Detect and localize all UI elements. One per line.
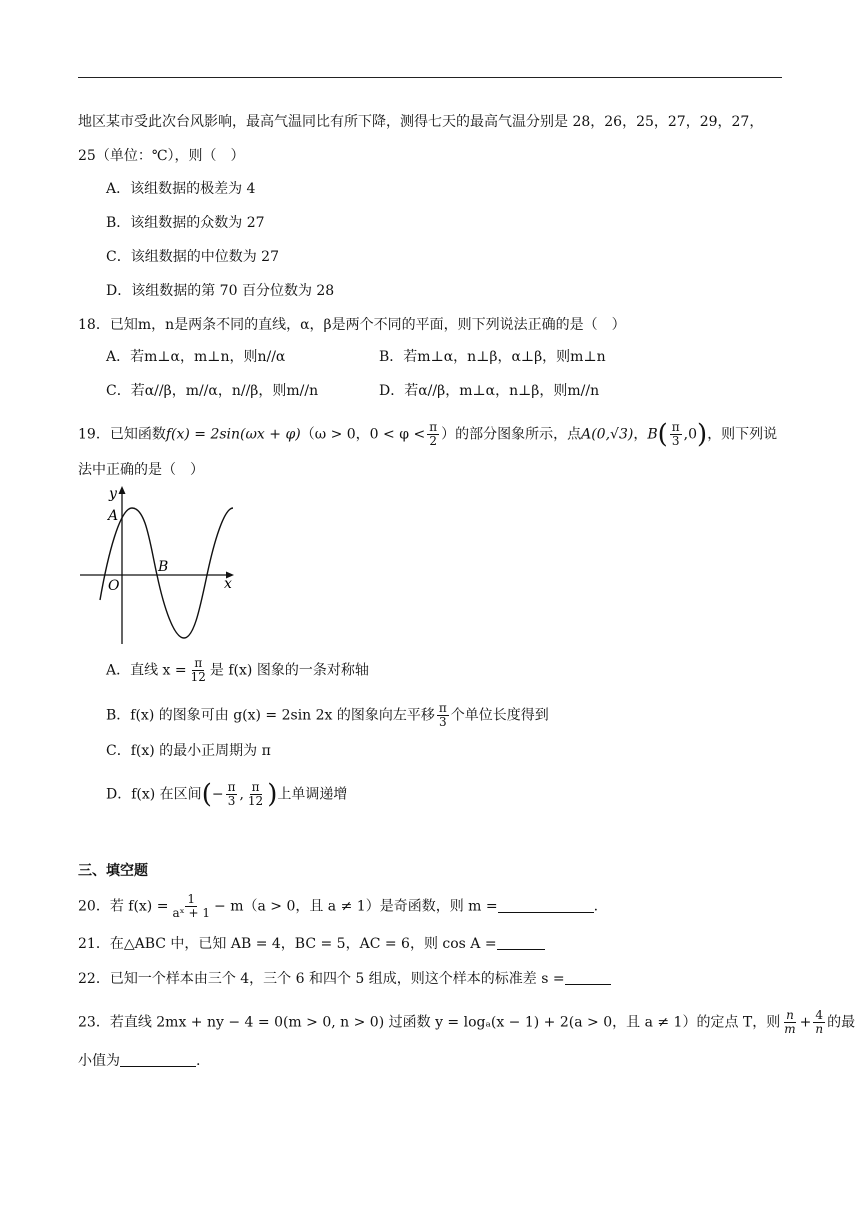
frac-num: π — [227, 780, 236, 794]
frac-den: 2 — [429, 434, 437, 448]
q22 — [78, 969, 611, 989]
q19-num: 19．已知函数 — [78, 426, 166, 443]
q18-option-c: C．若α//β，m//α，n//β，则m//n — [106, 383, 319, 399]
frac-den: aˣ + 1 — [172, 906, 211, 920]
frac-num: π — [671, 420, 680, 434]
frac-den: n — [815, 1022, 824, 1036]
frac-num: 1 — [187, 892, 196, 906]
q23-blank[interactable] — [120, 1052, 196, 1067]
q19-option-d — [106, 781, 347, 808]
q18-option-d: D．若α//β，m⊥α，n⊥β，则m//n — [379, 383, 600, 399]
q17-line2: 25（单位：℃），则（ ） — [78, 148, 245, 164]
minus-sign: − — [211, 786, 224, 803]
q20-frac — [170, 893, 212, 920]
comma: , — [239, 786, 244, 803]
header-rule — [78, 77, 782, 78]
opt-b-pre: B．f(x) 的图象可由 g(x) = 2sin 2x 的图象向左平移 — [106, 707, 435, 724]
frac-den: 3 — [671, 434, 680, 448]
q23-frac1 — [782, 1009, 797, 1036]
paren-right: ) — [697, 419, 708, 450]
frac-den: m — [784, 1022, 796, 1036]
q23-line2 — [78, 1051, 200, 1071]
q19-pi-over-3 — [670, 421, 682, 448]
q23-pre: 23．若直线 2mx + ny − 4 = 0(m > 0, n > 0) 过函数 y = logₐ(x − 1) + 2(a > 0，且 a ≠ 1）的定点 T，则 — [78, 1014, 781, 1031]
frac-num: π — [438, 701, 447, 715]
q21-text: 21．在△ABC 中，已知 AB = 4，BC = 5，AC = 6，则 cos A = — [78, 936, 497, 952]
q19-stem — [78, 421, 777, 448]
label-A: A — [108, 508, 119, 524]
opt-d-frac2 — [246, 781, 265, 808]
paren-right: ) — [267, 779, 278, 810]
frac-num: π — [251, 780, 260, 794]
frac-den: 3 — [227, 794, 236, 808]
q21-blank[interactable] — [497, 935, 545, 950]
q23-line1 — [78, 1009, 855, 1036]
q18-option-a: A．若m⊥α，m⊥n，则n//α — [106, 349, 286, 365]
section-title: 三、填空题 — [78, 863, 148, 879]
label-B: B — [158, 559, 169, 575]
opt-a-frac — [189, 657, 208, 684]
q23-post: 的最 — [827, 1014, 856, 1031]
q17-option-b: B．该组数据的众数为 27 — [106, 215, 265, 231]
q19-comma: ， — [633, 426, 648, 443]
q23-line2-text: 小值为 — [78, 1053, 120, 1069]
opt-b-post: 个单位长度得到 — [450, 707, 549, 724]
q19-cond2: ）的部分图象所示，点 — [441, 426, 582, 443]
q17-option-a: A．该组数据的极差为 4 — [106, 181, 256, 197]
label-O: O — [108, 578, 120, 594]
frac-num: n — [786, 1008, 794, 1022]
q22-blank[interactable] — [565, 970, 611, 985]
opt-a-pre: A．直线 x = — [106, 662, 187, 679]
q19-point-b-tail: ,0 — [683, 426, 698, 443]
paren-left: ( — [201, 779, 212, 810]
q23-frac2 — [813, 1009, 825, 1036]
frac-den: 3 — [439, 715, 447, 729]
q19-point-b: B — [647, 426, 658, 443]
q19-sine-graph — [76, 484, 240, 646]
y-axis-arrow — [119, 486, 126, 494]
q23-plus: + — [799, 1014, 812, 1031]
label-y: y — [109, 486, 117, 502]
q17-option-c: C．该组数据的中位数为 27 — [106, 249, 279, 265]
opt-d-pre: D．f(x) 在区间 — [106, 786, 202, 803]
frac-den: 12 — [247, 794, 264, 808]
frac-num: π — [429, 420, 438, 434]
q18-stem: 18．已知m，n是两条不同的直线，α，β是两个不同的平面，则下列说法正确的是（ ） — [78, 317, 626, 333]
q19-point-a: A(0,√3) — [581, 426, 634, 443]
q20 — [78, 893, 598, 920]
q20-end: . — [593, 898, 599, 915]
q19-pi-over-2 — [427, 421, 439, 448]
frac-num: 4 — [815, 1008, 824, 1022]
paren-left: ( — [657, 419, 668, 450]
q19-func: f(x) = 2sin(ωx + φ) — [165, 426, 301, 443]
q18-option-b: B．若m⊥α，n⊥β，α⊥β，则m⊥n — [379, 349, 606, 365]
opt-b-frac — [437, 702, 449, 729]
opt-a-post: 是 f(x) 图象的一条对称轴 — [209, 662, 369, 679]
q19-cond1: （ω > 0，0 < φ < — [300, 426, 426, 443]
q17-option-d: D．该组数据的第 70 百分位数为 28 — [106, 283, 335, 299]
q19-option-a — [106, 657, 369, 684]
frac-den: 12 — [190, 670, 206, 684]
q19-option-c: C．f(x) 的最小正周期为 π — [106, 743, 271, 759]
opt-d-post: 上单调递增 — [277, 786, 348, 803]
q20-mid: − m（a > 0，且 a ≠ 1）是奇函数，则 m = — [214, 898, 498, 915]
q19-option-b — [106, 702, 549, 729]
q23-end: . — [196, 1053, 201, 1069]
frac-num: π — [194, 656, 203, 670]
q20-blank[interactable] — [498, 898, 594, 913]
q22-text: 22．已知一个样本由三个 4，三个 6 和四个 5 组成，则这个样本的标准差 s = — [78, 971, 565, 987]
label-x: x — [224, 576, 232, 592]
q20-pre: 20．若 f(x) = — [78, 898, 169, 915]
q19-line2: 法中正确的是（ ） — [78, 462, 204, 478]
q21 — [78, 934, 545, 954]
opt-d-frac1 — [226, 781, 238, 808]
q17-line1: 地区某市受此次台风影响，最高气温同比有所下降，测得七天的最高气温分别是 28，26，25，27，29，27， — [78, 114, 764, 130]
q19-tail: ，则下列说 — [707, 426, 778, 443]
